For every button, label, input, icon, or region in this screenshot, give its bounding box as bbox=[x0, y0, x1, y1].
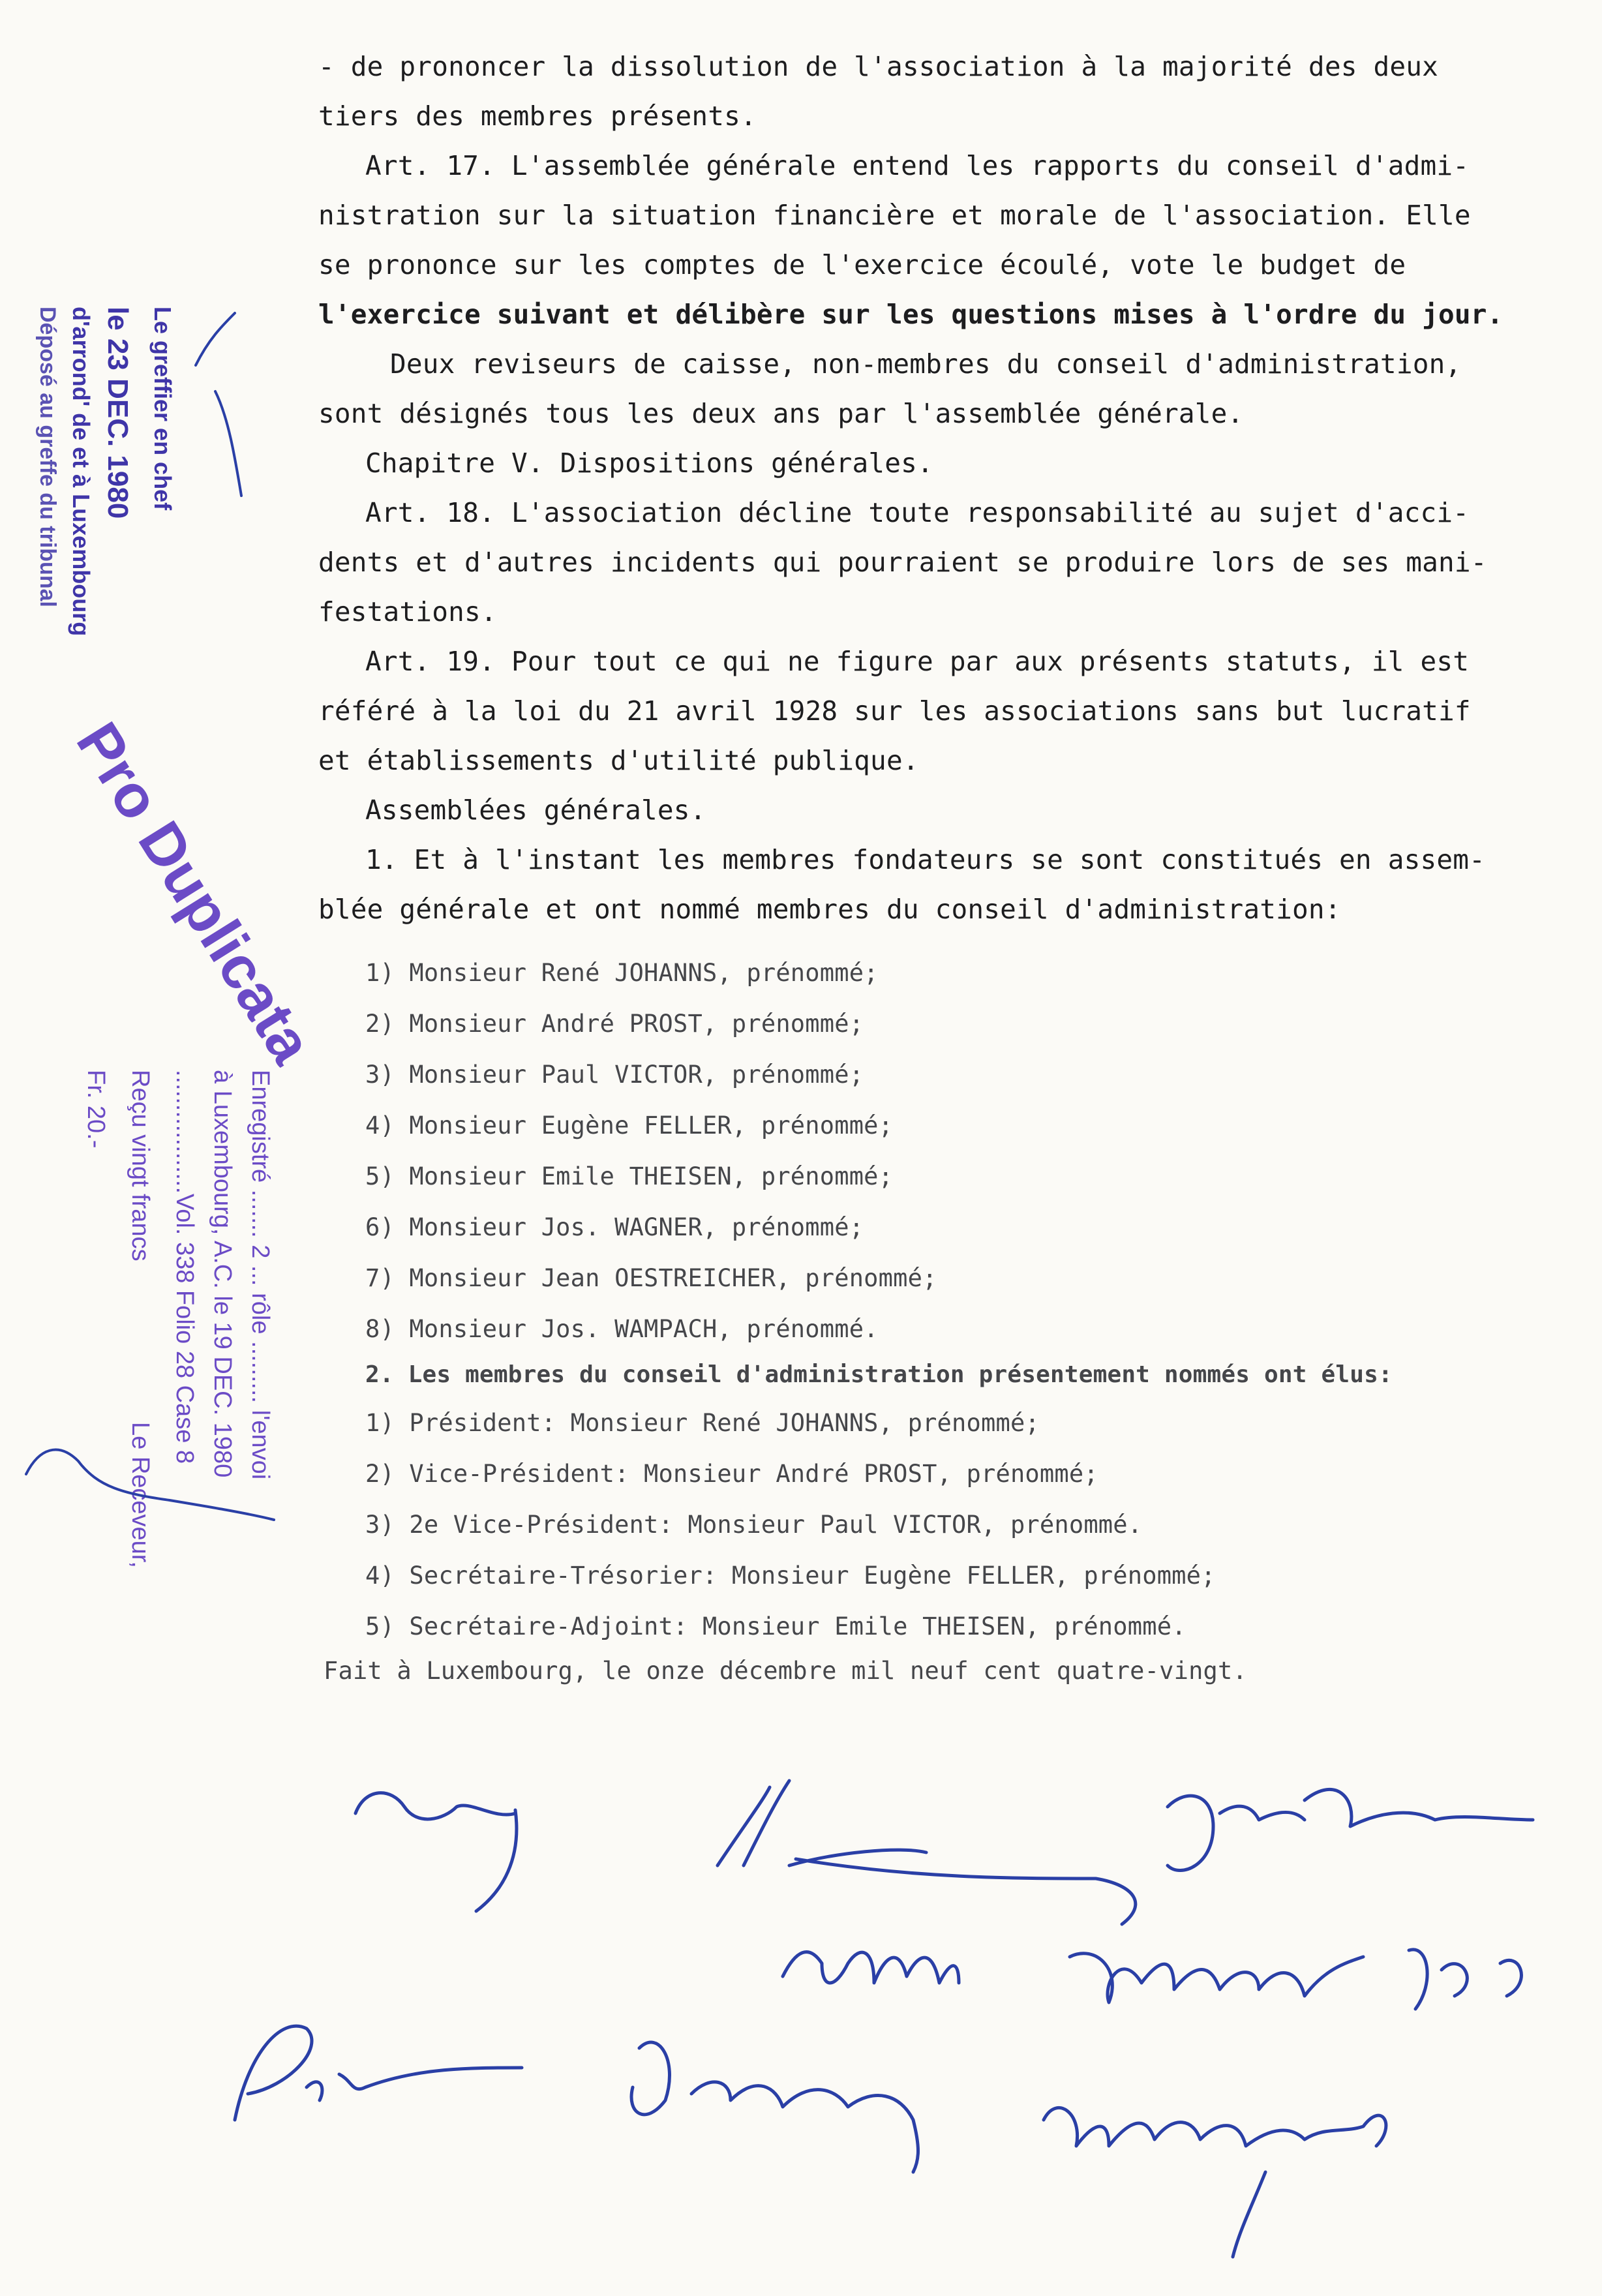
signature-2 bbox=[718, 1781, 1136, 1924]
officer-item: 1) Président: Monsieur René JOHANNS, prénommé; bbox=[365, 1409, 1040, 1437]
officer-item: 5) Secrétaire-Adjoint: Monsieur Emile THEISEN, prénommé. bbox=[365, 1612, 1186, 1640]
text-line: tiers des membres présents. bbox=[318, 100, 757, 132]
signature-3 bbox=[1168, 1789, 1533, 1870]
deposit-stamp-date: le 23 DEC. 1980 bbox=[102, 307, 134, 519]
member-item: 6) Monsieur Jos. WAGNER, prénommé; bbox=[365, 1213, 864, 1241]
signature-7 bbox=[631, 2042, 918, 2172]
signature-8 bbox=[1044, 2107, 1386, 2257]
member-item: 2) Monsieur André PROST, prénommé; bbox=[365, 1010, 864, 1038]
officer-item: 3) 2e Vice-Président: Monsieur Paul VICTOR, prénommé. bbox=[365, 1511, 1143, 1539]
text-line: se prononce sur les comptes de l'exercice écoulé, vote le budget de bbox=[318, 249, 1406, 280]
clerk-signature bbox=[196, 313, 241, 496]
member-item: 3) Monsieur Paul VICTOR, prénommé; bbox=[365, 1061, 864, 1089]
registration-stamp-line3: ..................Vol. 338 Folio 28 Case 8 bbox=[171, 1070, 198, 1464]
registration-stamp-line6: Le Receveur, bbox=[127, 1422, 154, 1568]
pro-duplicata-stamp: Pro Duplicata bbox=[63, 711, 325, 1075]
chapter-heading: Chapitre V. Dispositions générales. bbox=[365, 447, 933, 479]
registration-stamp-line4: Reçu vingt francs bbox=[127, 1070, 154, 1261]
text-line: Deux reviseurs de caisse, non-membres du conseil d'administration, bbox=[390, 348, 1462, 380]
signature-5 bbox=[1070, 1950, 1521, 2009]
text-line: l'exercice suivant et délibère sur les questions mises à l'ordre du jour. bbox=[318, 299, 1504, 330]
text-line: 1. Et à l'instant les membres fondateurs se sont constitués en assem- bbox=[365, 844, 1486, 875]
text-line: et établissements d'utilité publique. bbox=[318, 745, 919, 776]
signature-4 bbox=[783, 1952, 959, 1983]
officer-item: 2) Vice-Président: Monsieur André PROST, prénommé; bbox=[365, 1460, 1098, 1488]
member-item: 7) Monsieur Jean OESTREICHER, prénommé; bbox=[365, 1264, 937, 1292]
member-item: 1) Monsieur René JOHANNS, prénommé; bbox=[365, 959, 879, 987]
text-line: festations. bbox=[318, 596, 497, 627]
officer-item: 4) Secrétaire-Trésorier: Monsieur Eugène FELLER, prénommé; bbox=[365, 1562, 1216, 1590]
text-line: Art. 19. Pour tout ce qui ne figure par aux présents statuts, il est bbox=[365, 646, 1470, 677]
registration-stamp-line2: à Luxembourg, A.C. le 19 DEC. 1980 bbox=[209, 1070, 236, 1478]
deposit-stamp-line2: d'arrond' de et à Luxembourg bbox=[68, 307, 95, 637]
elected-intro: 2. Les membres du conseil d'administration présentement nommés ont élus: bbox=[365, 1361, 1393, 1388]
text-line: sont désignés tous les deux ans par l'assemblée générale. bbox=[318, 398, 1244, 429]
deposit-stamp-clerk: Le greffier en chef bbox=[149, 307, 176, 511]
member-item: 5) Monsieur Emile THEISEN, prénommé; bbox=[365, 1162, 894, 1190]
text-line: dents et d'autres incidents qui pourraient se produire lors de ses mani- bbox=[318, 547, 1487, 578]
closing-line: Fait à Luxembourg, le onze décembre mil neuf cent quatre-vingt. bbox=[324, 1657, 1247, 1685]
text-line: Art. 17. L'assemblée générale entend les rapports du conseil d'admi- bbox=[365, 150, 1470, 181]
text-line: Art. 18. L'association décline toute responsabilité au sujet d'acci- bbox=[365, 497, 1470, 528]
member-item: 4) Monsieur Eugène FELLER, prénommé; bbox=[365, 1111, 894, 1140]
registration-stamp-line1: Enregistré ....... 2 ... rôle ......... l'envoi bbox=[247, 1070, 274, 1480]
text-line: blée générale et ont nommé membres du conseil d'administration: bbox=[318, 894, 1341, 925]
section-heading: Assemblées générales. bbox=[365, 794, 706, 826]
text-line: - de prononcer la dissolution de l'association à la majorité des deux bbox=[318, 51, 1439, 82]
registration-stamp-line5: Fr. 20.- bbox=[82, 1070, 110, 1149]
member-item: 8) Monsieur Jos. WAMPACH, prénommé. bbox=[365, 1315, 879, 1343]
text-line: nistration sur la situation financière et morale de l'association. Elle bbox=[318, 200, 1471, 231]
text-line: référé à la loi du 21 avril 1928 sur les associations sans but lucratif bbox=[318, 695, 1471, 727]
signature-1 bbox=[355, 1793, 517, 1911]
deposit-stamp-line1: Déposé au greffe du tribunal bbox=[35, 307, 60, 607]
signature-6 bbox=[235, 2026, 522, 2120]
